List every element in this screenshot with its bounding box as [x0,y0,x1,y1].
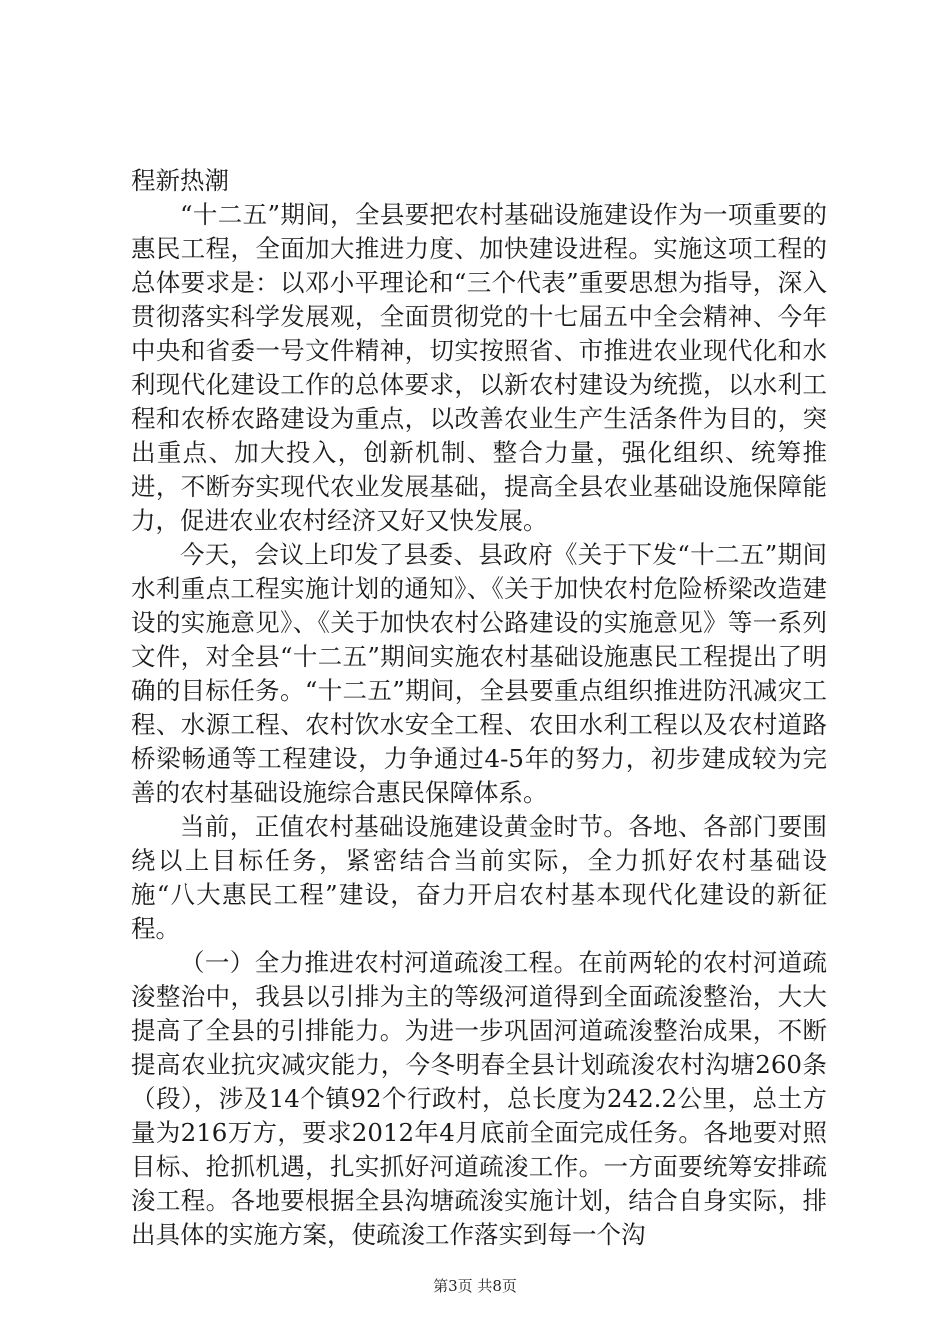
document-body [131,164,827,1252]
paragraph-overall-requirements: “十二五”期间，全县要把农村基础设施建设作为一项重要的惠民工程，全面加大推进力度、加快建设进程。实施这项工程的总体要求是：以邓小平理论和“三个代表”重要思想为指导，深入贯彻落实科学发展观，全面贯彻党的十七届五中全会精神、今年中央和省委一号文件精神，切实按照省、市推进农业现代化和水利现代化建设工作的总体要求，以新农村建设为统揽，以水利工程和农桥农路建设为重点，以改善农业生产生活条件为目的，突出重点、加大投入，创新机制、整合力量，强化组织、统筹推进，不断夯实现代农业发展基础，提高全县农业基础设施保障能力，促进农业农村经济又好又快发展。 [131,200,827,535]
paragraph-river-dredging: （一）全力推进农村河道疏浚工程。在前两轮的农村河道疏浚整治中，我县以引排为主的等级河道得到全面疏浚整治，大大提高了全县的引排能力。为进一步巩固河道疏浚整治成果，不断提高农业抗灾减灾能力，今冬明春全县计划疏浚农村沟塘260条（段），涉及14个镇92个行政村，总长度为242.2公里，总土方量为216万方，要求2012年4月底前全面完成任务。各地要对照目标、抢抓机遇，扎实抓好河道疏浚工作。一方面要统筹安排疏浚工程。各地要根据全县沟塘疏浚实施计划，结合自身实际，排出具体的实施方案，使疏浚工作落实到每一个沟 [131,948,827,1249]
page-number-footer: 第3页 共8页 [433,1277,517,1295]
paragraph-current-tasks: 当前，正值农村基础设施建设黄金时节。各地、各部门要围绕以上目标任务，紧密结合当前实际，全力抓好农村基础设施“八大惠民工程”建设，奋力开启农村基本现代化建设的新征程。 [131,812,827,943]
paragraph-documents-issued: 今天，会议上印发了县委、县政府《关于下发“十二五”期间水利重点工程实施计划的通知》、《关于加快农村危险桥梁改造建设的实施意见》、《关于加快农村公路建设的实施意见》等一系列文件，对全县“十二五”期间实施农村基础设施惠民工程提出了明确的目标任务。“十二五”期间，全县要重点组织推进防汛减灾工程、水源工程、农村饮水安全工程、农田水利工程以及农村道路桥梁畅通等工程建设，力争通过4-5年的努力，初步建成较为完善的农村基础设施综合惠民保障体系。 [131,540,827,807]
paragraph-heading-continuation: 程新热潮 [131,166,229,195]
